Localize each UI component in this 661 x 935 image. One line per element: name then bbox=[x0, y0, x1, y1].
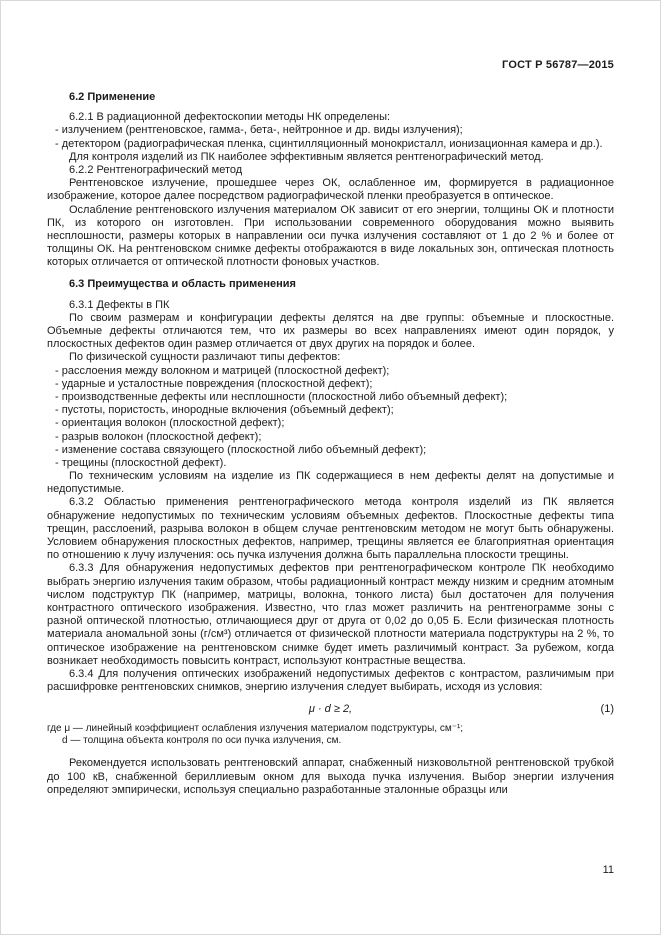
list-item: - излучением (рентгеновское, гамма-, бета-, нейтронное и др. виды излучения); bbox=[55, 124, 463, 137]
list-item: - ориентация волокон (плоскостной дефект); bbox=[55, 417, 285, 430]
list-item: - расслоения между волокном и матрицей (плоскостной дефект); bbox=[55, 364, 390, 377]
list-item: - производственные дефекты или несплошности (плоскостной либо объемный дефект); bbox=[55, 390, 508, 403]
formula-number: (1) bbox=[600, 703, 614, 716]
section-heading: 6.3 Преимущества и область применения bbox=[69, 278, 296, 291]
formula-definition: где μ — линейный коэффициент ослабления излучения материалом подструктуры, см⁻¹; bbox=[47, 723, 464, 735]
paragraph: Рентгеновское излучение, прошедшее через ОК, ослабленное им, формируется в радиационное изображение, которое далее посредством радиографической пленки преобразуется в оптическое. bbox=[47, 177, 614, 203]
page-number: 11 bbox=[602, 864, 614, 876]
paragraph: Для контроля изделий из ПК наиболее эффективным является рентгенографический метод. bbox=[69, 150, 544, 163]
paragraph: Ослабление рентгеновского излучения материалом ОК зависит от его энергии, толщины ОК и плотности ПК, из которого он изготовлен. При использовании современного оборудования можно выявить несплошности, размеры которых в направлении оси пучка излучения составляют от 1 до 2 % и более от толщины ОК. На рентгеновском снимке дефекты отображаются в виде локальных зон, оптическая плотность которых отличается от оптической плотности фоновых участков. bbox=[47, 203, 614, 269]
paragraph: По техническим условиям на изделие из ПК содержащиеся в нем дефекты делят на допустимые и недопустимые. bbox=[47, 470, 614, 496]
list-item: - разрыв волокон (плоскостной дефект); bbox=[55, 430, 262, 443]
list-item: - трещины (плоскостной дефект). bbox=[55, 456, 227, 469]
paragraph: 6.2.1 В радиационной дефектоскопии методы НК определены: bbox=[69, 111, 391, 124]
document-header: ГОСТ Р 56787—2015 bbox=[502, 59, 614, 71]
paragraph: По физической сущности различают типы дефектов: bbox=[69, 351, 341, 364]
paragraph: 6.2.2 Рентгенографический метод bbox=[69, 163, 243, 176]
list-item: - пустоты, пористость, инородные включения (объемный дефект); bbox=[55, 404, 394, 417]
formula-row bbox=[47, 703, 614, 716]
paragraph: 6.3.1 Дефекты в ПК bbox=[69, 298, 170, 311]
paragraph: По своим размерам и конфигурации дефекты делятся на две группы: объемные и плоскостные. Объемные дефекты отличаются тем, что их размеры во всех направлениях имеют один порядок, у плоскостных дефектов один размер отличается от двух других на порядок и более. bbox=[47, 311, 614, 351]
paragraph: 6.3.3 Для обнаружения недопустимых дефектов при рентгенографическом контроле ПК необходимо выбрать энергию излучения таким образом, чтобы радиационный контраст между низким и средним атомным числом подструктур ПК (например, матрицы, волокна, тонкого листа) был достаточен для получения контрастного оптического изображения. Известно, что глаз может различить на рентгенограмме зоны с разной оптической плотностью, отличающиеся друг от друга от 0,02 до 0,05 Б. Если физическая плотность материала аномальной зоны (г/см³) отличается от физической плотности материала подструктуры на 2 %, то оптическое изображение на рентгеновском снимке будет иметь различимый контраст. За рубежом, когда возникает необходимость повысить контраст, используют контрастные вещества. bbox=[47, 562, 614, 667]
paragraph: 6.3.4 Для получения оптических изображений недопустимых дефектов с контрастом, различимым при расшифровке рентгеновских снимков, энергию излучения следует выбирать, исходя из условия: bbox=[47, 667, 614, 694]
formula-definition: d — толщина объекта контроля по оси пучка излучения, см. bbox=[62, 735, 342, 747]
section-heading: 6.2 Применение bbox=[69, 91, 156, 103]
paragraph: 6.3.2 Областью применения рентгенографического метода контроля изделий из ПК является обнаружение недопустимых по техническим условиям объемных дефектов. Плоскостные дефекты типа трещин, расслоений, разрыва волокон в общем случае рентгеновским методом не могут быть обнаружены. Условием обнаружения плоскостных дефектов, например, трещины является ее благоприятная ориентация по отношению к лучу излучения: ось пучка излучения должна быть параллельна плоскости трещины. bbox=[47, 496, 614, 562]
paragraph: Рекомендуется использовать рентгеновский аппарат, снабженный низковольтной рентгеновской трубкой до 100 кВ, снабженной бериллиевым окном для выхода пучка излучения. Выбор энергии излучения определяют эмпирически, используя специально разработанные эталонные образцы или bbox=[47, 757, 614, 796]
document-body bbox=[47, 91, 614, 797]
list-item: - ударные и усталостные повреждения (плоскостной дефект); bbox=[55, 377, 373, 390]
formula-expression: μ · d ≥ 2, bbox=[308, 703, 353, 716]
list-item: - детектором (радиографическая пленка, сцинтилляционный монокристалл, ионизационная камера и др.). bbox=[55, 137, 603, 150]
list-item: - изменение состава связующего (плоскостной либо объемный дефект); bbox=[55, 443, 427, 456]
